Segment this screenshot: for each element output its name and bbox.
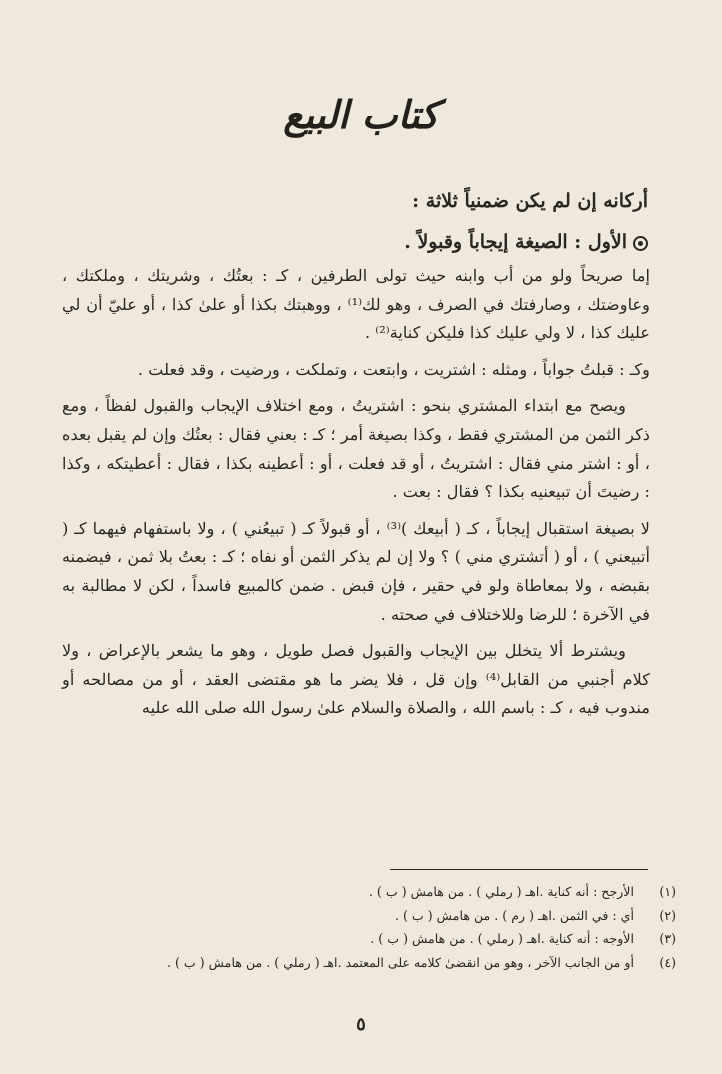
paragraph: وكـ : قبلتُ جواباً ، ومثله : اشتريت ، وابتعت ، وتملكت ، ورضيت ، وقد فعلت . bbox=[137, 359, 650, 379]
footnote bbox=[60, 951, 676, 975]
footnote-number: (٣) bbox=[659, 931, 676, 946]
paragraph: لا بصيغة استقبال إيجاباً ، كـ ( أبيعك )⁽³⁾ ، أو قبولاً كـ ( تبيعُني ) ، ولا باستفهام فيهما كـ ( أتبيعني ) ، أو ( أتشتري مني ) ؟ ولا إن لم يذكر الثمن أو نفاه ؛ كـ : بعتُ بلا ثمن ، فيضمنه بقبضه ، ولا بمعاطاة ولو في حقير ، فإن قبض . ضمن كالمبيع فاسداً ، لكن لا مطالبة به في الآخرة ؛ للرضا وللاختلاف في صحته . bbox=[62, 518, 650, 624]
footnote-text: الأرجح : أنه كناية .اهـ ( رملي ) . من هامش ( ب ) . bbox=[368, 884, 634, 899]
footnote-text: أو من الجانب الآخر ، وهو من انقضىٰ كلامه على المعتمد .اهـ ( رملي ) . من هامش ( ب ) . bbox=[166, 954, 634, 970]
footnote bbox=[60, 880, 676, 904]
footnotes bbox=[60, 880, 676, 974]
footnote-number: (٤) bbox=[659, 954, 676, 970]
paragraph: ويشترط ألا يتخلل بين الإيجاب والقبول فصل طويل ، وهو ما يشعر بالإعراض ، ولا كلام أجنبي من القابل⁽⁴⁾ وإن قل ، فلا يضر ما هو مقتضى العقد ، أو من مصالحه أو مندوب فيه ، كـ : باسم الله ، والصلاة والسلام علىٰ رسول الله صلى الله عليه bbox=[62, 641, 651, 718]
section-heading: أركانه إن لم يكن ضمنياً ثلاثة : bbox=[412, 190, 648, 212]
footnote bbox=[60, 927, 676, 951]
first-pillar-heading bbox=[404, 231, 648, 253]
body-text bbox=[62, 262, 650, 731]
footnote-text: أي : في الثمن .اهـ ( رم ) . من هامش ( ب ) . bbox=[394, 907, 634, 923]
paragraph: ويصح مع ابتداء المشتري بنحو : اشتريتُ ، ومع اختلاف الإيجاب والقبول لفظاً ، ومع ذكر الثمن من المشتري فقط ، وكذا بصيغة أمر ؛ كـ : بعني فقال : بعتُك وإن لم يقبل بعده ، أو : اشتر مني فقال : اشتريتُ ، أو قد فعلت ، أو : أعطينه بكذا ، فقال : أعطيتكه ، وكذا : رضيتَ أن تبيعنيه بكذا ؟ فقال : بعت . bbox=[62, 396, 650, 502]
footnote bbox=[60, 904, 676, 928]
footnote-number: (٢) bbox=[659, 907, 676, 923]
footnote-number: (١) bbox=[659, 884, 676, 899]
circle-bullet-icon bbox=[633, 236, 648, 251]
first-pillar-text: الأول : الصيغة إيجاباً وقبولاً . bbox=[404, 231, 627, 253]
paragraph: إما صريحاً ولو من أب وابنه حيث تولى الطرفين ، كـ : بعتُك ، وشريتك ، وملكتك ، وعاوضتك ، وصارفتك في الصرف ، وهو لك⁽¹⁾ ، ووهبتك بكذا أو علىٰ كذا ، أو عليّ أن لي عليك كذا ، لا ولي عليك كذا فليكن كناية⁽²⁾ . bbox=[62, 266, 650, 343]
footnote-text: الأوجه : أنه كناية .اهـ ( رملي ) . من هامش ( ب ) . bbox=[370, 931, 634, 946]
page-number: ٥ bbox=[356, 1014, 366, 1035]
footnote-divider bbox=[390, 869, 648, 870]
chapter-title: كتاب البيع bbox=[283, 92, 439, 137]
